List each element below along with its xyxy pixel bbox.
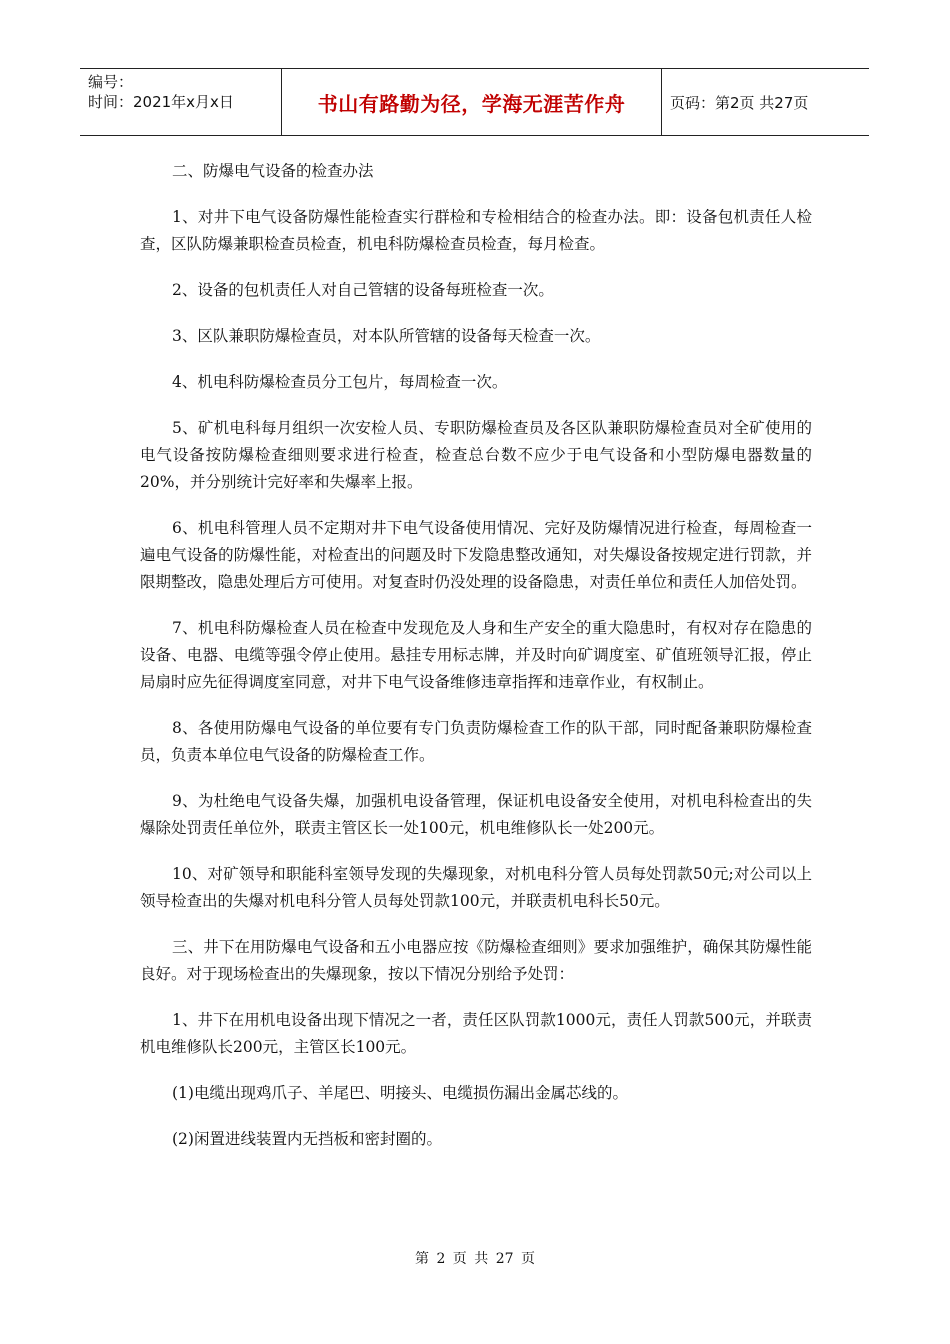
- paragraph: 10、对矿领导和职能科室领导发现的失爆现象，对机电科分管人员每处罚款50元;对公司以上领导检查出的失爆对机电科分管人员每处罚款100元，并联责机电科长50元。: [140, 865, 812, 910]
- paragraph: 1、井下在用机电设备出现下情况之一者，责任区队罚款1000元，责任人罚款500元，并联责机电维修队长200元，主管区长100元。: [140, 1011, 812, 1056]
- header-motto: 书山有路勤为径，学海无涯苦作舟: [317, 91, 626, 116]
- paragraph: 2、设备的包机责任人对自己管辖的设备每班检查一次。: [172, 281, 554, 299]
- page-footer: 第 2 页 共 27 页: [415, 1251, 535, 1267]
- section-heading-2: 二、防爆电气设备的检查办法: [172, 162, 374, 180]
- paragraph: 9、为杜绝电气设备失爆，加强机电设备管理，保证机电设备安全使用，对机电科检查出的失爆除处罚责任单位外，联责主管区长一处100元，机电维修队长一处200元。: [140, 792, 812, 837]
- paragraph: 8、各使用防爆电气设备的单位要有专门负责防爆检查工作的队干部，同时配备兼职防爆检查员，负责本单位电气设备的防爆检查工作。: [140, 719, 812, 764]
- document-header: [80, 68, 869, 136]
- list-item: (2)闲置进线装置内无挡板和密封圈的。: [172, 1130, 442, 1148]
- header-page-info-cell: [662, 69, 869, 135]
- list-item: (1)电缆出现鸡爪子、羊尾巴、明接头、电缆损伤漏出金属芯线的。: [172, 1084, 628, 1102]
- paragraph: 1、对井下电气设备防爆性能检查实行群检和专检相结合的检查办法。即：设备包机责任人检查，区队防爆兼职检查员检查，机电科防爆检查员检查，每月检查。: [140, 208, 812, 253]
- document-number-label: 编号：: [88, 73, 134, 91]
- paragraph: 7、机电科防爆检查人员在检查中发现危及人身和生产安全的重大隐患时，有权对存在隐患的设备、电器、电缆等强令停止使用。悬挂专用标志牌，并及时向矿调度室、矿值班领导汇报，停止局扇时应先征得调度室同意，对井下电气设备维修违章指挥和违章作业，有权制止。: [140, 619, 812, 691]
- paragraph: 4、机电科防爆检查员分工包片，每周检查一次。: [172, 373, 508, 391]
- document-date: 时间：2021年x月x日: [88, 93, 234, 111]
- paragraph: 6、机电科管理人员不定期对井下电气设备使用情况、完好及防爆情况进行检查，每周检查一遍电气设备的防爆性能，对检查出的问题及时下发隐患整改通知，对失爆设备按规定进行罚款，并限期整改，隐患处理后方可使用。对复查时仍没处理的设备隐患，对责任单位和责任人加倍处罚。: [140, 519, 812, 591]
- paragraph: 5、矿机电科每月组织一次安检人员、专职防爆检查员及各区队兼职防爆检查员对全矿使用的电气设备按防爆检查细则要求进行检查，检查总台数不应少于电气设备和小型防爆电器数量的20%，并分别统计完好率和失爆率上报。: [140, 419, 812, 491]
- header-meta-cell: [80, 69, 282, 135]
- paragraph: 3、区队兼职防爆检查员，对本队所管辖的设备每天检查一次。: [172, 327, 601, 345]
- section-heading-3: 三、井下在用防爆电气设备和五小电器应按《防爆检查细则》要求加强维护，确保其防爆性能良好。对于现场检查出的失爆现象，按以下情况分别给予处罚：: [140, 938, 812, 983]
- document-body: [140, 158, 812, 1172]
- header-page-info: 页码：第2页 共27页: [670, 93, 809, 112]
- header-motto-cell: [282, 69, 662, 135]
